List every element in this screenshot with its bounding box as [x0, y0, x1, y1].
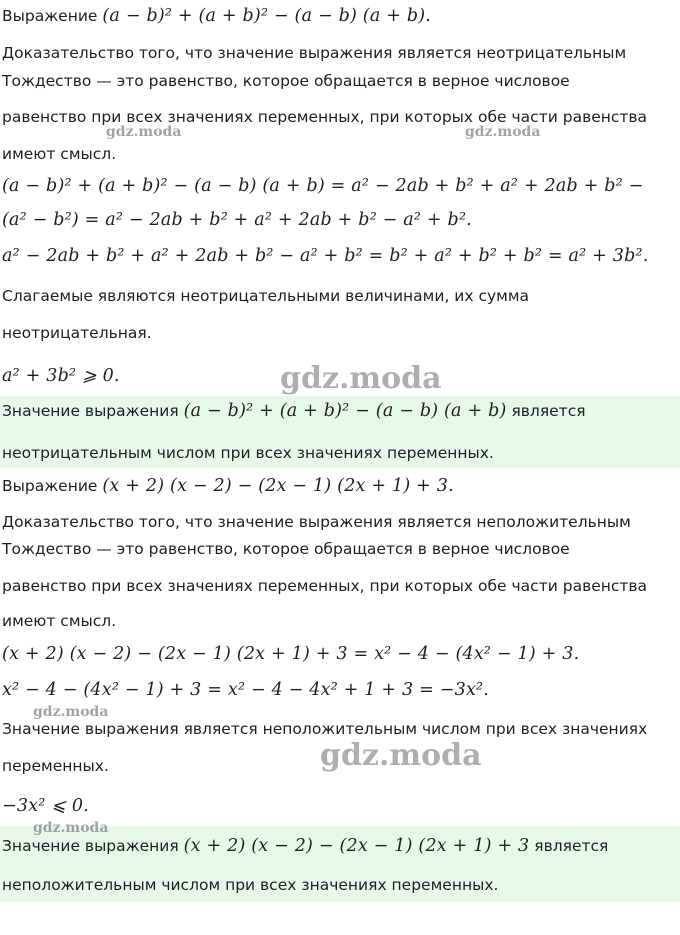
- section1-inequality: a² + 3b² ⩾ 0.: [2, 366, 120, 386]
- section2-conclusion-line1: [2, 836, 608, 856]
- section2-intro: [2, 476, 454, 496]
- section1-conclusion-line1: [2, 401, 586, 421]
- section1-definition-line2: равенство при всех значениях переменных, при которых обе части равенства: [2, 108, 648, 126]
- section1-calculation-line2: (a² − b²) = a² − 2ab + b² + a² + 2ab + b² − a² + b².: [2, 210, 472, 230]
- watermark: gdz.moda: [280, 361, 442, 396]
- watermark: gdz.moda: [106, 124, 182, 140]
- section1-conclusion-suffix: является: [511, 402, 586, 420]
- section2-conclusion-suffix: является: [534, 837, 609, 855]
- section1-calculation-line1: (a − b)² + (a + b)² − (a − b) (a + b) = a² − 2ab + b² + a² + 2ab + b² −: [2, 176, 644, 196]
- watermark: gdz.moda: [465, 124, 541, 140]
- section1-definition-line1: Тождество — это равенство, которое обращается в верное числовое: [2, 72, 570, 90]
- section1-conclusion-expression: (a − b)² + (a + b)² − (a − b) (a + b): [183, 401, 507, 421]
- section2-definition-line3: имеют смысл.: [2, 612, 117, 630]
- section2-inequality: −3x² ⩽ 0.: [2, 796, 89, 816]
- section2-reason-line2: переменных.: [2, 757, 109, 775]
- section1-intro: [2, 6, 431, 26]
- section1-conclusion-line2: неотрицательным числом при всех значениях переменных.: [2, 444, 494, 462]
- section1-reason-line1: Слагаемые являются неотрицательными величинами, их сумма: [2, 287, 530, 305]
- section2-calculation-line2: x² − 4 − (4x² − 1) + 3 = x² − 4 − 4x² + 1 + 3 = −3x².: [2, 680, 489, 700]
- section1-conclusion-prefix: Значение выражения: [2, 402, 179, 420]
- section2-definition-line2: равенство при всех значениях переменных, при которых обе части равенства: [2, 577, 648, 595]
- section1-goal: Доказательство того, что значение выражения является неотрицательным: [2, 44, 627, 62]
- section2-calculation-line1: (x + 2) (x − 2) − (2x − 1) (2x + 1) + 3 = x² − 4 − (4x² − 1) + 3.: [2, 644, 580, 664]
- section2-intro-expression: (x + 2) (x − 2) − (2x − 1) (2x + 1) + 3.: [102, 476, 454, 496]
- section2-conclusion-box: [0, 826, 680, 902]
- section1-definition-line3: имеют смысл.: [2, 145, 117, 163]
- watermark: gdz.moda: [320, 738, 482, 773]
- section1-intro-expression: (a − b)² + (a + b)² − (a − b) (a + b).: [102, 6, 432, 26]
- section2-conclusion-prefix: Значение выражения: [2, 837, 179, 855]
- section2-conclusion-expression: (x + 2) (x − 2) − (2x − 1) (2x + 1) + 3: [183, 836, 530, 856]
- watermark: gdz.moda: [33, 820, 109, 836]
- section1-reason-line2: неотрицательная.: [2, 324, 152, 342]
- section2-goal: Доказательство того, что значение выражения является неположительным: [2, 513, 631, 531]
- section2-intro-label: Выражение: [2, 477, 98, 495]
- section2-definition-line1: Тождество — это равенство, которое обращается в верное числовое: [2, 540, 570, 558]
- section1-conclusion-box: [0, 396, 680, 468]
- section1-intro-label: Выражение: [2, 7, 98, 25]
- section2-reason-line1: Значение выражения является неположительным числом при всех значениях: [2, 720, 648, 738]
- section2-conclusion-line2: неположительным числом при всех значениях переменных.: [2, 876, 499, 894]
- watermark: gdz.moda: [33, 704, 109, 720]
- section1-calculation-line3: a² − 2ab + b² + a² + 2ab + b² − a² + b² = b² + a² + b² + b² = a² + 3b².: [2, 246, 649, 266]
